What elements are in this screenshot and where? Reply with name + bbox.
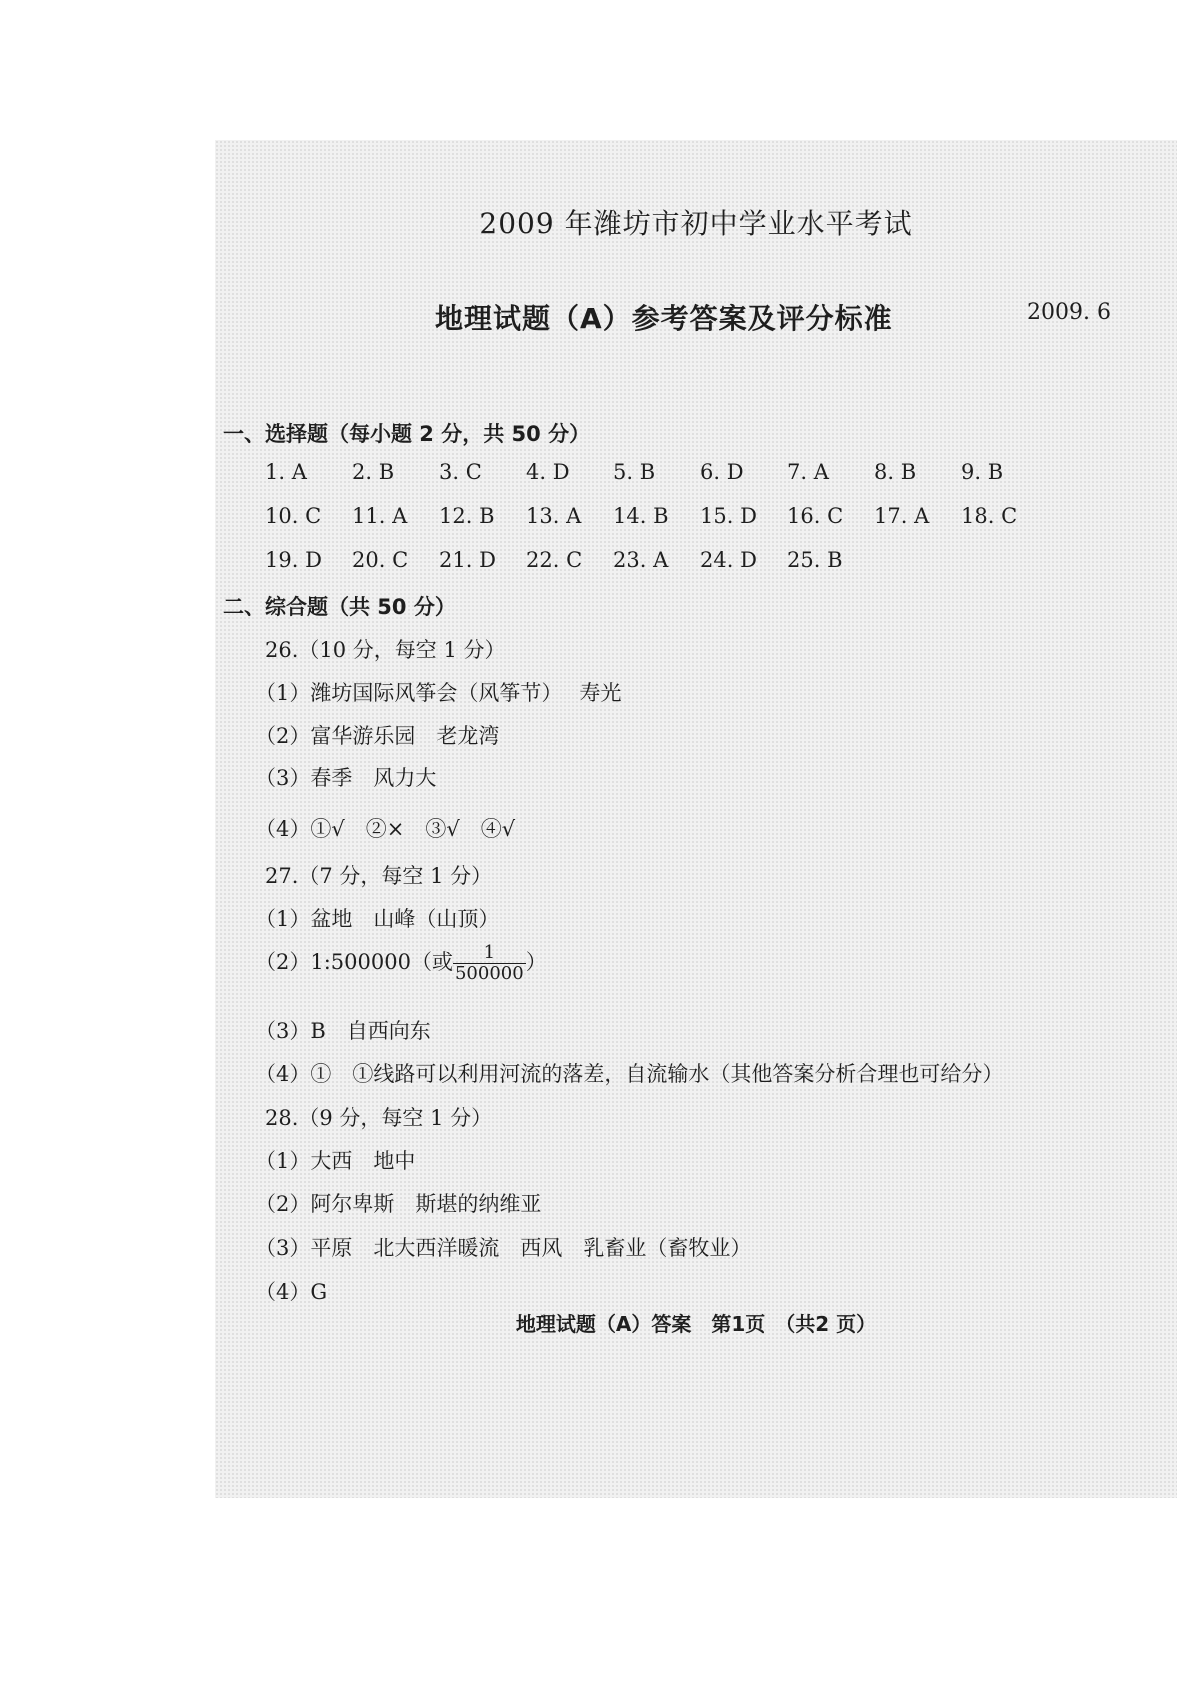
choice-answer: 20. C — [352, 548, 409, 572]
choice-answer: 23. A — [613, 548, 669, 572]
q26-heading: 26.（10 分，每空 1 分） — [265, 638, 506, 662]
choice-answer: 8. B — [874, 460, 917, 484]
exam-subtitle: 地理试题（A）参考答案及评分标准 — [435, 302, 893, 335]
answer-row-1 — [265, 460, 1165, 490]
choice-answer: 16. C — [787, 504, 844, 528]
section-1-heading: 一、选择题（每小题 2 分，共 50 分） — [223, 422, 591, 446]
q26-answer-4: （4）①√ ②× ③√ ④√ — [255, 817, 516, 841]
choice-answer: 4. D — [526, 460, 570, 484]
choice-answer: 14. B — [613, 504, 669, 528]
choice-answer: 11. A — [352, 504, 408, 528]
choice-answer: 15. D — [700, 504, 757, 528]
exam-date: 2009. 6 — [1027, 300, 1111, 325]
choice-answer: 3. C — [439, 460, 482, 484]
fraction-numerator: 1 — [453, 943, 526, 964]
q28-answer-4: （4）G — [255, 1280, 328, 1304]
answer-row-3 — [265, 548, 1165, 578]
choice-answer: 17. A — [874, 504, 930, 528]
choice-answer: 18. C — [961, 504, 1018, 528]
answer-row-2 — [265, 504, 1165, 534]
choice-answer: 22. C — [526, 548, 583, 572]
q27-answer-2-prefix: （2）1:500000（或 — [255, 950, 453, 974]
exam-title: 2009 年潍坊市初中学业水平考试 — [479, 207, 913, 240]
choice-answer: 9. B — [961, 460, 1004, 484]
q27-answer-4: （4）① ①线路可以利用河流的落差，自流输水（其他答案分析合理也可给分） — [255, 1062, 1004, 1086]
q28-answer-2: （2）阿尔卑斯 斯堪的纳维亚 — [255, 1192, 542, 1216]
choice-answer: 13. A — [526, 504, 582, 528]
fraction-denominator: 500000 — [454, 963, 524, 984]
page-footer: 地理试题（A）答案 第1页 （共2 页） — [515, 1312, 877, 1336]
q27-heading: 27.（7 分，每空 1 分） — [265, 864, 493, 888]
choice-answer: 12. B — [439, 504, 495, 528]
choice-answer: 7. A — [787, 460, 829, 484]
q26-answer-1: （1）潍坊国际风筝会（风筝节） 寿光 — [255, 681, 622, 705]
choice-answer: 6. D — [700, 460, 744, 484]
choice-answer: 25. B — [787, 548, 843, 572]
fraction — [453, 943, 526, 984]
choice-answer: 24. D — [700, 548, 757, 572]
q26-answer-3: （3）春季 风力大 — [255, 766, 437, 790]
q28-heading: 28.（9 分，每空 1 分） — [265, 1106, 493, 1130]
choice-answer: 21. D — [439, 548, 496, 572]
choice-answer: 2. B — [352, 460, 395, 484]
choice-answer: 19. D — [265, 548, 322, 572]
q27-answer-2-suffix: ） — [525, 950, 547, 974]
q26-answer-2: （2）富华游乐园 老龙湾 — [255, 724, 500, 748]
choice-answer: 1. A — [265, 460, 307, 484]
section-2-heading: 二、综合题（共 50 分） — [223, 595, 456, 619]
choice-answer: 10. C — [265, 504, 322, 528]
choice-answer: 5. B — [613, 460, 656, 484]
q27-answer-3: （3）B 自西向东 — [255, 1019, 431, 1043]
q27-answer-1: （1）盆地 山峰（山顶） — [255, 907, 500, 931]
q28-answer-3: （3）平原 北大西洋暖流 西风 乳畜业（畜牧业） — [255, 1236, 752, 1260]
answer-sheet — [215, 140, 1177, 1498]
q27-answer-2 — [255, 943, 547, 984]
q28-answer-1: （1）大西 地中 — [255, 1149, 416, 1173]
